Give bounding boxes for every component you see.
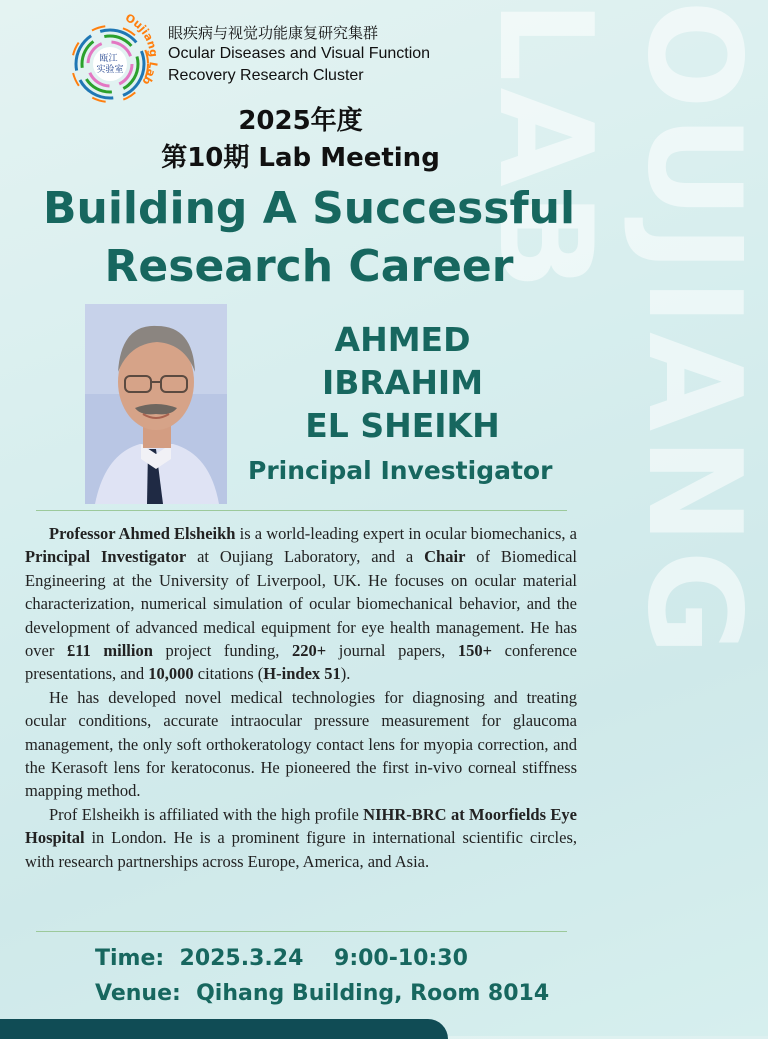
bio-highlight-10: 150+: [457, 641, 493, 661]
bio-text-11: conference presentations, and: [25, 641, 577, 684]
event-venue: Venue: Qihang Building, Room 8014: [95, 981, 550, 1006]
bio-highlight-2: Principal Investigator: [25, 547, 187, 567]
lab-logo: [60, 12, 160, 112]
bio-text-0: Prof Elsheikh is affiliated with the high profile: [49, 804, 364, 824]
speaker-name-line1: AHMED: [334, 320, 471, 359]
bio-text-1: is a world-leading expert in ocular biomechanics, a: [235, 524, 577, 543]
bio-highlight-8: 220+: [291, 641, 327, 661]
event-year: 2025年度: [238, 106, 363, 136]
divider-bottom: [36, 931, 567, 932]
bio-highlight-1: NIHR-BRC at Moorfields Eye Hospital: [25, 804, 577, 848]
bio-text-7: project funding,: [152, 641, 292, 661]
speaker-role: Principal Investigator: [248, 456, 553, 485]
bio-highlight-0: Professor Ahmed Elsheikh: [49, 524, 236, 543]
talk-title-line1: Building A Successful: [42, 183, 576, 234]
cluster-name-en-line2: Recovery Research Cluster: [168, 67, 364, 84]
talk-title-line2: Research Career: [104, 241, 514, 292]
bio-text-9: journal papers,: [326, 641, 458, 661]
speaker-name-line2: IBRAHIM: [321, 363, 484, 402]
logo-center-line1: 瓯江: [99, 54, 118, 64]
event-time: Time: 2025.3.24 9:00-10:30: [95, 946, 468, 971]
bio-text-13: citations (: [193, 664, 264, 684]
watermark-text: OUJIANG LAB: [470, 0, 768, 662]
speaker-photo: [85, 304, 227, 504]
bio-paragraph-1: [25, 522, 577, 686]
footer-bar: [0, 1019, 448, 1039]
bio-text-2: in London. He is a prominent figure in international scientific circles, with research partnerships across Europe, America, and Asia.: [25, 828, 577, 871]
speaker-name-line3: EL SHEIKH: [305, 406, 500, 445]
divider-top: [36, 510, 567, 511]
cluster-name-en-line1: Ocular Diseases and Visual Function: [168, 45, 431, 62]
bio-highlight-6: £11 million: [66, 641, 153, 661]
bio-highlight-4: Chair: [424, 547, 466, 567]
bio-paragraph-3: [25, 803, 577, 873]
bio-highlight-14: H-index 51: [263, 664, 341, 684]
bio-text-3: at Oujiang Laboratory, and a: [186, 547, 425, 567]
bio-paragraph-2: [25, 686, 577, 803]
bio-text-0: He has developed novel medical technologies for diagnosing and treating ocular conditions, accurate intraocular pressure measurement for glaucoma management, the only soft orthokeratology contact lens for myopia correction, and the Kerasoft lens for keratoconus. He pioneered the first in-vivo corneal stiffness mapping method.: [25, 687, 577, 801]
bio-text-15: ).: [340, 664, 351, 684]
logo-center-line2: 实验室: [96, 65, 124, 75]
bio-highlight-12: 10,000: [148, 664, 194, 684]
bio-text-5: of Biomedical Engineering at the University of Liverpool, UK. He focuses on ocular material characterization, numerical simulation of ocular biomechanical behavior, and the development of advanced medical equipment for eye health management. He has over: [25, 547, 577, 661]
logo-ring-text: Oujiang Lab: [123, 12, 160, 88]
speaker-bio: [25, 522, 577, 873]
meeting-label: 第10期 Lab Meeting: [161, 143, 440, 173]
cluster-name-cn: 眼疾病与视觉功能康复研究集群: [168, 24, 379, 42]
